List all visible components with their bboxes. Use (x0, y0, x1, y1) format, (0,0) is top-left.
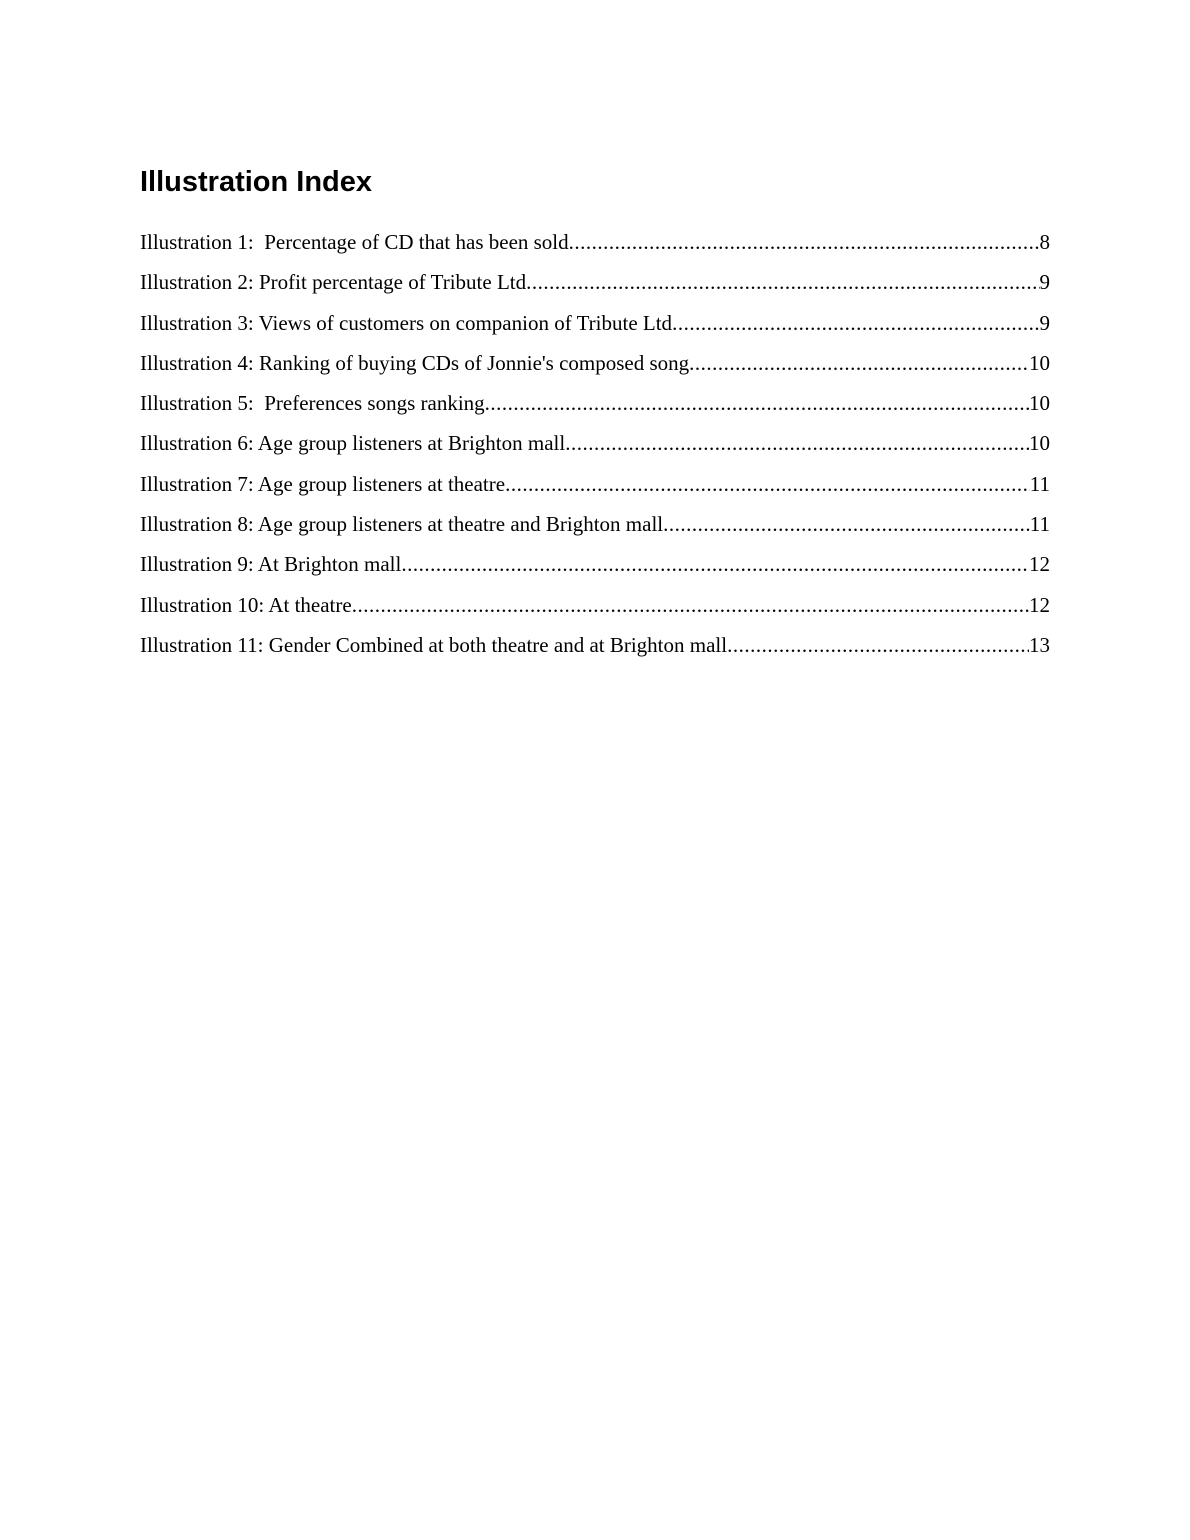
index-entry-page: 10 (1029, 350, 1050, 375)
index-entry-8[interactable] (140, 504, 1050, 544)
index-entry-page: 9 (1039, 270, 1050, 295)
index-entry-page: 12 (1029, 592, 1050, 617)
index-entry-11[interactable] (140, 625, 1050, 665)
dot-leader (565, 423, 1029, 463)
dot-leader (569, 222, 1040, 262)
index-entry-title: Illustration 4: Ranking of buying CDs of Jonnie's composed song (140, 350, 690, 375)
index-entry-title: Illustration 6: Age group listeners at Brighton mall (140, 431, 566, 456)
index-entry-page: 9 (1039, 310, 1050, 335)
index-entry-title: Illustration 10: At theatre (140, 592, 352, 617)
dot-leader (401, 544, 1029, 584)
index-heading: Illustration Index (140, 166, 373, 198)
index-entry-7[interactable] (140, 464, 1050, 504)
index-entry-1[interactable] (140, 222, 1050, 262)
index-entry-6[interactable] (140, 423, 1050, 463)
index-entry-3[interactable] (140, 303, 1050, 343)
index-entry-title: Illustration 5: Preferences songs ranking (140, 391, 485, 416)
index-entry-page: 11 (1029, 471, 1050, 496)
index-entry-10[interactable] (140, 585, 1050, 625)
index-entry-page: 10 (1029, 431, 1050, 456)
index-entry-title: Illustration 1: Percentage of CD that has been sold (140, 230, 569, 254)
index-entry-page: 10 (1029, 391, 1050, 416)
dot-leader (526, 262, 1039, 302)
index-entry-title: Illustration 8: Age group listeners at theatre and Brighton mall (140, 512, 664, 537)
index-entry-title: Illustration 9: At Brighton mall (140, 552, 402, 577)
index-entry-title: Illustration 2: Profit percentage of Tribute Ltd (140, 270, 527, 295)
index-entry-title: Illustration 7: Age group listeners at theatre (140, 471, 506, 496)
index-entry-page: 12 (1029, 552, 1050, 577)
dot-leader (352, 585, 1029, 625)
index-entry-page: 11 (1029, 512, 1050, 537)
index-entry-2[interactable] (140, 262, 1050, 302)
index-entry-title: Illustration 3: Views of customers on companion of Tribute Ltd (140, 310, 673, 335)
dot-leader (505, 464, 1030, 504)
index-entry-4[interactable] (140, 343, 1050, 383)
index-entry-5[interactable] (140, 383, 1050, 423)
illustration-index-list (140, 222, 1050, 665)
dot-leader (689, 343, 1029, 383)
index-entry-title: Illustration 11: Gender Combined at both theatre and at Brighton mall (140, 632, 728, 657)
index-entry-page: 8 (1039, 230, 1050, 254)
dot-leader (727, 625, 1029, 665)
index-entry-9[interactable] (140, 544, 1050, 584)
dot-leader (672, 303, 1039, 343)
index-entry-page: 13 (1029, 632, 1050, 657)
dot-leader (663, 504, 1030, 544)
dot-leader (485, 383, 1029, 423)
